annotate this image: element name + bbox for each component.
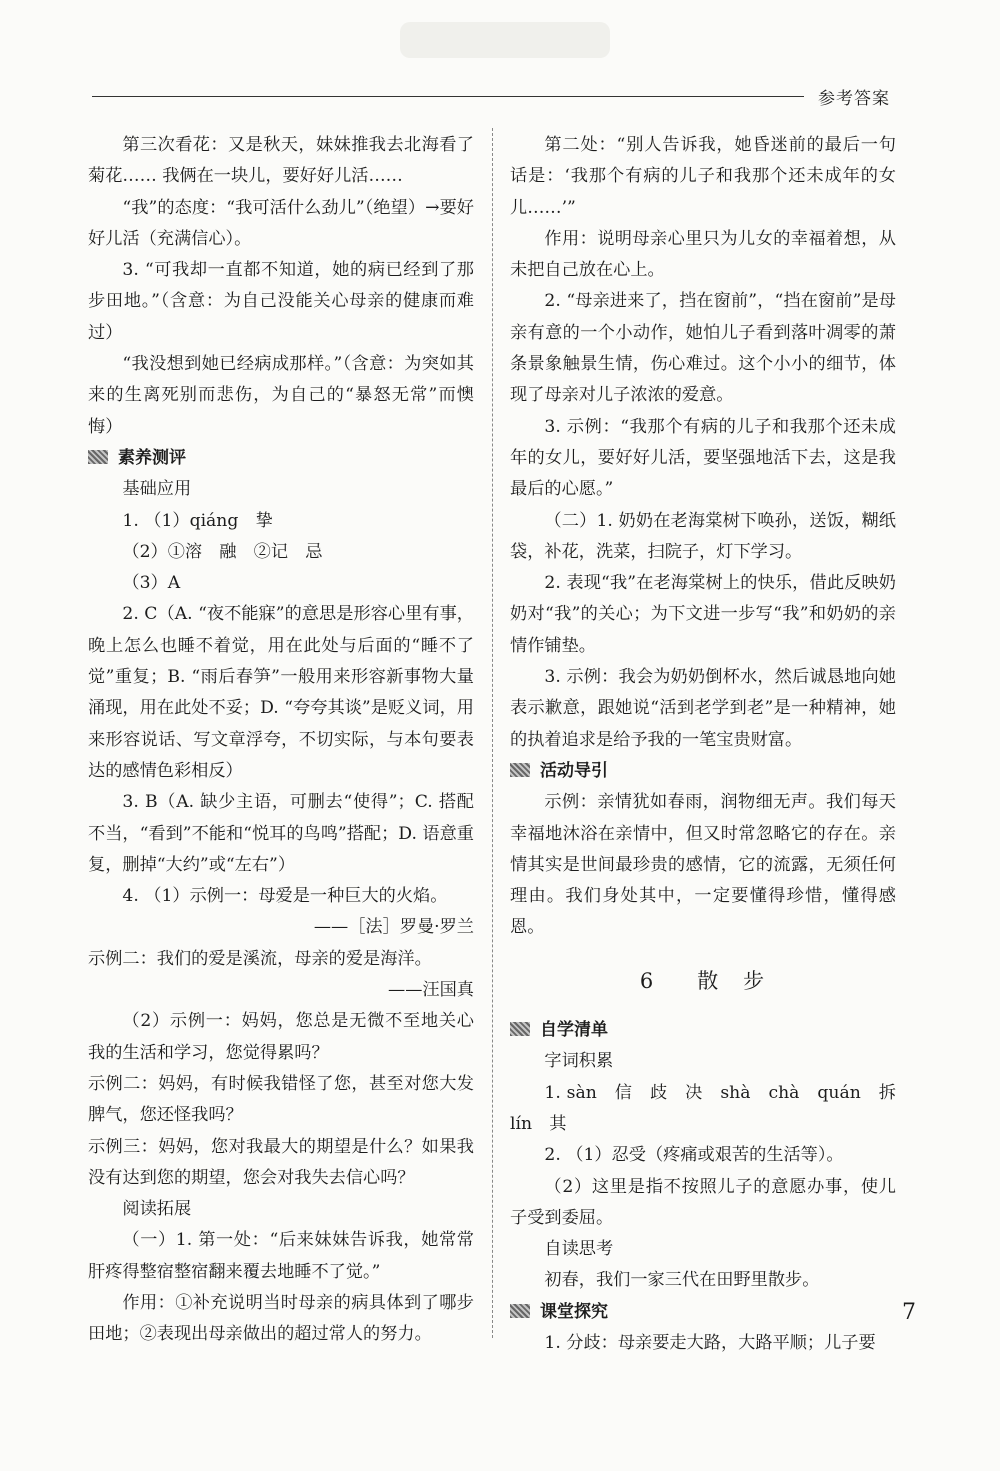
answer-paragraph: 第三次看花：又是秋天，妹妹推我去北海看了菊花…… 我俩在一块儿，要好好儿活…… [88,135,474,187]
section-heading [510,756,896,787]
answer-paragraph: 2. 表现“我”在老海棠树上的快乐，借此反映奶奶对“我”的关心；为下文进一步写“我”和奶奶的亲情作铺垫。 [510,573,896,656]
answer-paragraph: 3. 示例：“我那个有病的儿子和我那个还未成年的女儿，要好好儿活，要坚强地活下去，这是我最后的心愿。” [510,416,896,500]
answer-paragraph: 3. “可我却一直都不知道，她的病已经到了那步田地。”（含意：为自己没能关心母亲的健康而难过） [88,260,474,343]
attribution-line: ——［法］罗曼·罗兰 [313,917,474,938]
attribution-line: ——汪国真 [388,980,474,1001]
right-column [510,130,914,1359]
section-heading [88,443,474,474]
answer-paragraph: 3. B（A. 缺少主语，可删去“使得”；C. 搭配不当，“看到”不能和“悦耳的鸟鸣”搭配；D. 语意重复，删掉“大约”或“左右”） [88,792,474,875]
answer-paragraph: 1. （1）qiáng 挚 [122,510,273,531]
answer-paragraph: 示例二：妈妈，有时候我错怪了您，甚至对您大发脾气，您还怪我吗？ [88,1073,474,1126]
top-stamp-mark [400,22,610,58]
answer-paragraph: 示例二：我们的爱是溪流，母亲的爱是海洋。 [88,948,432,969]
section-marker-icon [510,1022,530,1036]
answer-paragraph: 1. 分歧：母亲要走大路，大路平顺；儿子要 [544,1332,876,1353]
answer-paragraph: 作用：说明母亲心里只为儿女的幸福着想，从未把自己放在心上。 [510,228,896,281]
section-marker-icon [510,1304,530,1318]
section-heading-text: 活动导引 [540,760,608,781]
answer-paragraph: 字词积累 [544,1051,614,1072]
answer-paragraph: （2）①溶 融 ②记 忌 [122,541,323,562]
section-heading-text: 课堂探究 [540,1301,608,1322]
section-heading [510,1297,896,1328]
chapter-title [510,966,896,997]
answer-paragraph: 2. C（A. “夜不能寐”的意思是形容心里有事，晚上怎么也睡不着觉，用在此处与后面的“睡不了觉”重复；B. “雨后春笋”一般用来形容新事物大量涌现，用在此处不妥；D. “夸夸其谈”是贬义词，用来形容说话、写文章浮夸，不切实际，与本句要表达的感情色彩相反） [88,604,474,781]
answer-paragraph: （一）1. 第一处：“后来妹妹告诉我，她常常肝疼得整宿整宿翻来覆去地睡不了觉。” [88,1230,474,1282]
answer-paragraph: 阅读拓展 [122,1199,192,1220]
answer-paragraph: 4. （1）示例一：母爱是一种巨大的火焰。 [122,886,448,907]
answer-paragraph: （2）这里是指不按照儿子的意愿办事，使儿子受到委屈。 [510,1176,896,1228]
answer-paragraph: 1. sàn 信 歧 决 shà chà quán 拆 lín 其 [510,1082,914,1134]
answer-paragraph: 3. 示例：我会为奶奶倒杯水，然后诚恳地向她表示歉意，跟她说“活到老学到老”是一种精神，她的执着追求是给予我的一笔宝贵财富。 [510,667,896,750]
answer-paragraph: 自读思考 [544,1239,614,1260]
chapter-name: 散 步 [697,968,767,993]
answer-paragraph: 基础应用 [122,479,192,500]
header-label: 参考答案 [818,89,890,109]
answer-paragraph: 示例三：妈妈，您对我最大的期望是什么？如果我没有达到您的期望，您会对我失去信心吗？ [88,1136,474,1188]
answer-paragraph: 2. “母亲进来了，挡在窗前”，“挡在窗前”是母亲有意的一个小动作，她怕儿子看到落叶凋零的萧条景象触景生情，伤心难过。这个小小的细节，体现了母亲对儿子浓浓的爱意。 [510,291,896,406]
answer-paragraph: 第二处：“别人告诉我，她昏迷前的最后一句话是：‘我那个有病的儿子和我那个还未成年的女儿……’” [510,135,896,218]
section-heading-text: 自学清单 [540,1020,608,1041]
answer-paragraph: （3）A [122,573,181,594]
section-heading [510,1015,896,1046]
answer-paragraph: （二）1. 奶奶在老海棠树下唤孙，送饭，糊纸袋，补花，洗菜，扫院子，灯下学习。 [510,510,896,562]
answer-paragraph: “我”的态度：“我可活什么劲儿”（绝望）→要好好儿活（充满信心）。 [88,197,474,249]
answer-paragraph: （2）示例一：妈妈，您总是无微不至地关心我的生活和学习，您觉得累吗？ [88,1011,474,1063]
section-marker-icon [510,763,530,777]
answer-paragraph: 初春，我们一家三代在田野里散步。 [544,1270,820,1291]
answer-paragraph: 2. （1）忍受（疼痛或艰苦的生活等）。 [544,1145,844,1166]
answer-paragraph: 作用：①补充说明当时母亲的病具体到了哪步田地；②表现出母亲做出的超过常人的努力。 [88,1292,474,1345]
page-number: 7 [902,1300,916,1325]
left-column [88,130,474,1351]
header-rule [92,96,804,97]
section-marker-icon [88,450,108,464]
answer-paragraph: 示例：亲情犹如春雨，润物细无声。我们每天幸福地沐浴在亲情中，但又时常忽略它的存在。亲情其实是世间最珍贵的感情，它的流露，无须任何理由。我们身处其中，一定要懂得珍惜，懂得感恩。 [510,792,896,938]
column-divider [492,128,493,1338]
answer-paragraph: “我没想到她已经病成那样。”（含意：为突如其来的生离死别而悲伤，为自己的“暴怒无常”而懊悔） [88,354,474,437]
section-heading-text: 素养测评 [118,447,186,468]
chapter-number: 6 [639,968,656,993]
